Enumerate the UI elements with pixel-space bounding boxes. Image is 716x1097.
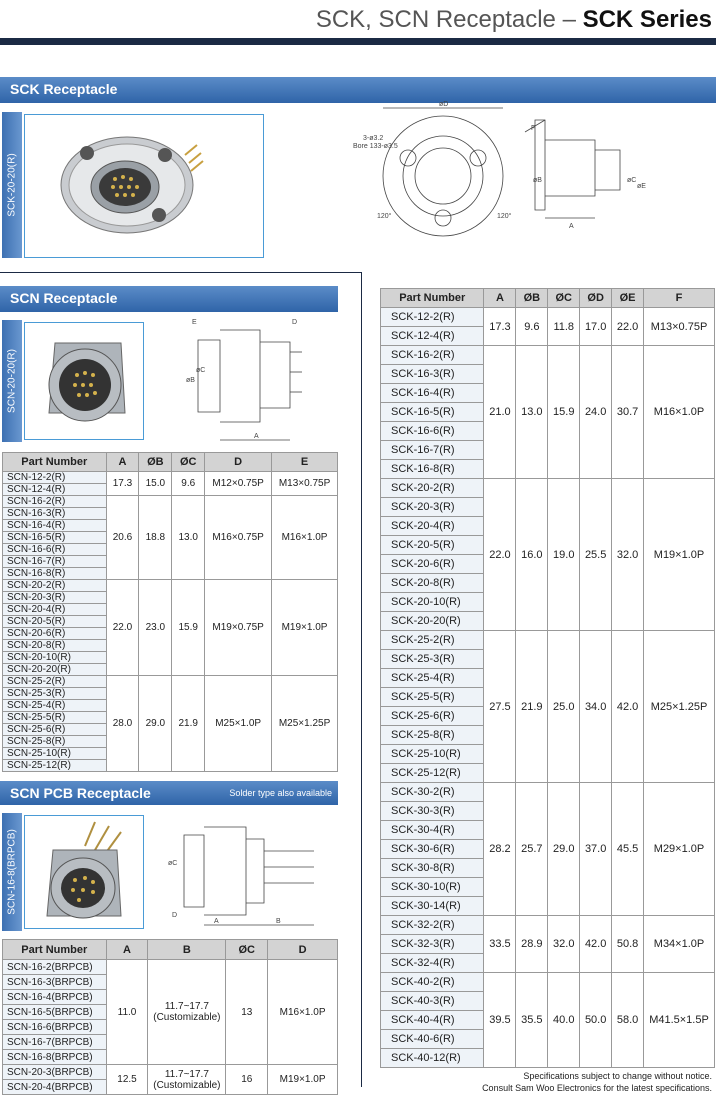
spec-value-cell: 30.7 xyxy=(612,346,644,479)
spec-value-cell: 37.0 xyxy=(580,783,612,916)
spec-value-cell: 22.0 xyxy=(106,580,139,676)
part-number-cell: SCK-30-2(R) xyxy=(381,783,484,802)
pcb-section-title: SCN PCB Receptacle Solder type also available xyxy=(0,781,338,805)
svg-text:B: B xyxy=(276,918,281,925)
part-number-cell: SCN-16-6(R) xyxy=(3,544,107,556)
spec-value-cell: 40.0 xyxy=(548,973,580,1068)
part-number-cell: SCK-30-8(R) xyxy=(381,859,484,878)
part-number-cell: SCK-16-3(R) xyxy=(381,365,484,384)
part-number-cell: SCN-20-4(BRPCB) xyxy=(3,1080,107,1095)
part-number-cell: SCK-40-4(R) xyxy=(381,1011,484,1030)
pcb-spec-table xyxy=(2,939,338,1095)
part-number-cell: SCK-16-8(R) xyxy=(381,460,484,479)
spec-value-cell: 25.0 xyxy=(548,631,580,783)
table-row xyxy=(381,783,715,802)
svg-text:øE: øE xyxy=(637,183,646,190)
scn-spec-table xyxy=(2,452,338,772)
spec-value-cell: 13 xyxy=(226,960,268,1065)
spec-value-cell: M25×1.25P xyxy=(644,631,715,783)
table-row xyxy=(381,479,715,498)
column-header: A xyxy=(106,453,139,472)
table-row xyxy=(381,631,715,650)
scn-photo xyxy=(24,322,144,440)
part-number-cell: SCN-12-2(R) xyxy=(3,472,107,484)
pcb-photo xyxy=(24,815,144,929)
part-number-cell: SCN-25-3(R) xyxy=(3,688,107,700)
spec-value-cell: M25×1.0P xyxy=(205,676,272,772)
frame-divider xyxy=(361,272,362,1087)
column-header: ØC xyxy=(226,940,268,960)
spec-value-cell: 29.0 xyxy=(139,676,172,772)
svg-text:E: E xyxy=(192,319,197,326)
part-number-cell: SCN-16-8(BRPCB) xyxy=(3,1050,107,1065)
svg-text:A: A xyxy=(254,433,259,440)
part-number-cell: SCN-16-6(BRPCB) xyxy=(3,1020,107,1035)
part-number-cell: SCK-20-6(R) xyxy=(381,555,484,574)
spec-value-cell: 20.6 xyxy=(106,496,139,580)
part-number-cell: SCN-16-3(BRPCB) xyxy=(3,975,107,990)
spec-value-cell: 11.7~17.7 (Customizable) xyxy=(148,960,226,1065)
part-number-cell: SCN-20-3(BRPCB) xyxy=(3,1065,107,1080)
part-number-cell: SCN-16-3(R) xyxy=(3,508,107,520)
scn-drawing xyxy=(180,312,330,444)
part-number-cell: SCK-20-10(R) xyxy=(381,593,484,612)
sck-photo-label: SCK-20-20(R) xyxy=(2,112,22,258)
spec-value-cell: 18.8 xyxy=(139,496,172,580)
part-number-cell: SCK-40-3(R) xyxy=(381,992,484,1011)
table-row xyxy=(381,916,715,935)
part-number-cell: SCN-16-4(BRPCB) xyxy=(3,990,107,1005)
svg-text:3-ø3.2: 3-ø3.2 xyxy=(363,135,384,142)
svg-text:øB: øB xyxy=(533,177,542,184)
spec-value-cell: M12×0.75P xyxy=(205,472,272,496)
svg-text:D: D xyxy=(172,912,178,919)
spec-value-cell: 9.6 xyxy=(516,308,548,346)
part-number-cell: SCK-25-3(R) xyxy=(381,650,484,669)
part-number-cell: SCK-40-12(R) xyxy=(381,1049,484,1068)
spec-value-cell: M16×1.0P xyxy=(644,346,715,479)
spec-value-cell: 13.0 xyxy=(172,496,205,580)
part-number-cell: SCN-20-8(R) xyxy=(3,640,107,652)
table-row xyxy=(3,1065,338,1080)
part-number-cell: SCN-20-4(R) xyxy=(3,604,107,616)
spec-value-cell: 42.0 xyxy=(612,631,644,783)
table-row xyxy=(3,496,338,508)
spec-value-cell: 22.0 xyxy=(484,479,516,631)
table-row xyxy=(3,676,338,688)
table-row xyxy=(381,973,715,992)
scn-photo-label: SCN-20-20(R) xyxy=(2,320,22,442)
part-number-cell: SCK-32-2(R) xyxy=(381,916,484,935)
part-number-cell: SCN-20-3(R) xyxy=(3,592,107,604)
spec-value-cell: 16.0 xyxy=(516,479,548,631)
part-number-cell: SCN-25-10(R) xyxy=(3,748,107,760)
spec-value-cell: 17.3 xyxy=(484,308,516,346)
spec-value-cell: 39.5 xyxy=(484,973,516,1068)
part-number-cell: SCN-20-10(R) xyxy=(3,652,107,664)
footer-note-1: Specifications subject to change without notice. xyxy=(523,1071,712,1081)
sck-drawing xyxy=(345,100,715,250)
part-number-cell: SCK-12-2(R) xyxy=(381,308,484,327)
svg-text:A: A xyxy=(569,223,574,230)
part-number-cell: SCN-25-5(R) xyxy=(3,712,107,724)
column-header: ØE xyxy=(612,289,644,308)
column-header: A xyxy=(106,940,148,960)
spec-value-cell: M41.5×1.5P xyxy=(644,973,715,1068)
part-number-cell: SCK-20-5(R) xyxy=(381,536,484,555)
part-number-cell: SCK-16-5(R) xyxy=(381,403,484,422)
svg-text:120°: 120° xyxy=(497,213,512,220)
spec-value-cell: 19.0 xyxy=(548,479,580,631)
spec-value-cell: 21.9 xyxy=(172,676,205,772)
spec-value-cell: 50.8 xyxy=(612,916,644,973)
table-row xyxy=(3,472,338,484)
spec-value-cell: 11.8 xyxy=(548,308,580,346)
spec-value-cell: 15.9 xyxy=(548,346,580,479)
part-number-cell: SCN-25-6(R) xyxy=(3,724,107,736)
part-number-cell: SCK-12-4(R) xyxy=(381,327,484,346)
svg-text:øC: øC xyxy=(168,860,178,867)
part-number-cell: SCN-16-7(BRPCB) xyxy=(3,1035,107,1050)
spec-value-cell: M16×1.0P xyxy=(272,496,338,580)
pcb-note: Solder type also available xyxy=(229,788,332,798)
spec-value-cell: 29.0 xyxy=(548,783,580,916)
spec-value-cell: 17.0 xyxy=(580,308,612,346)
part-number-cell: SCK-30-4(R) xyxy=(381,821,484,840)
part-number-cell: SCK-25-4(R) xyxy=(381,669,484,688)
column-header: E xyxy=(272,453,338,472)
column-header: B xyxy=(148,940,226,960)
spec-value-cell: 34.0 xyxy=(580,631,612,783)
part-number-cell: SCK-20-20(R) xyxy=(381,612,484,631)
column-header: Part Number xyxy=(3,940,107,960)
spec-value-cell: 58.0 xyxy=(612,973,644,1068)
part-number-cell: SCK-30-3(R) xyxy=(381,802,484,821)
column-header: ØC xyxy=(172,453,205,472)
spec-value-cell: 32.0 xyxy=(612,479,644,631)
table-row xyxy=(3,580,338,592)
spec-value-cell: 22.0 xyxy=(612,308,644,346)
spec-value-cell: 45.5 xyxy=(612,783,644,916)
part-number-cell: SCK-16-4(R) xyxy=(381,384,484,403)
frame-rule xyxy=(0,272,362,273)
spec-value-cell: 17.3 xyxy=(106,472,139,496)
svg-text:øC: øC xyxy=(627,177,637,184)
pcb-photo-label: SCN-16-8(BRPCB) xyxy=(2,813,22,931)
column-header: ØB xyxy=(516,289,548,308)
part-number-cell: SCN-16-8(R) xyxy=(3,568,107,580)
part-number-cell: SCN-20-2(R) xyxy=(3,580,107,592)
spec-value-cell: M19×0.75P xyxy=(205,580,272,676)
spec-value-cell: 25.5 xyxy=(580,479,612,631)
spec-value-cell: 9.6 xyxy=(172,472,205,496)
part-number-cell: SCN-16-5(R) xyxy=(3,532,107,544)
svg-text:øD: øD xyxy=(439,101,449,108)
spec-value-cell: 28.9 xyxy=(516,916,548,973)
spec-value-cell: M19×1.0P xyxy=(272,580,338,676)
part-number-cell: SCN-25-12(R) xyxy=(3,760,107,772)
pcb-drawing xyxy=(164,815,334,931)
spec-value-cell: 32.0 xyxy=(548,916,580,973)
spec-value-cell: 15.9 xyxy=(172,580,205,676)
part-number-cell: SCK-20-2(R) xyxy=(381,479,484,498)
part-number-cell: SCK-20-4(R) xyxy=(381,517,484,536)
table-row xyxy=(381,308,715,327)
spec-value-cell: M16×1.0P xyxy=(268,960,338,1065)
column-header: Part Number xyxy=(3,453,107,472)
part-number-cell: SCN-25-8(R) xyxy=(3,736,107,748)
spec-value-cell: M19×1.0P xyxy=(644,479,715,631)
column-header: F xyxy=(644,289,715,308)
spec-value-cell: 28.2 xyxy=(484,783,516,916)
footer-note-2: Consult Sam Woo Electronics for the latest specifications. xyxy=(482,1083,712,1093)
part-number-cell: SCN-20-5(R) xyxy=(3,616,107,628)
sck-spec-table xyxy=(380,288,715,1068)
sck-photo xyxy=(24,114,264,258)
svg-text:D: D xyxy=(292,319,298,326)
svg-text:øC: øC xyxy=(196,367,206,374)
spec-value-cell: 12.5 xyxy=(106,1065,148,1095)
part-number-cell: SCK-30-10(R) xyxy=(381,878,484,897)
spec-value-cell: 21.0 xyxy=(484,346,516,479)
spec-value-cell: 25.7 xyxy=(516,783,548,916)
svg-text:Bore 133-ø3.5: Bore 133-ø3.5 xyxy=(353,143,398,150)
part-number-cell: SCK-20-8(R) xyxy=(381,574,484,593)
column-header: ØB xyxy=(139,453,172,472)
spec-value-cell: 50.0 xyxy=(580,973,612,1068)
part-number-cell: SCN-20-6(R) xyxy=(3,628,107,640)
spec-value-cell: 23.0 xyxy=(139,580,172,676)
svg-text:øB: øB xyxy=(186,377,195,384)
spec-value-cell: 28.0 xyxy=(106,676,139,772)
part-number-cell: SCK-16-2(R) xyxy=(381,346,484,365)
spec-value-cell: 15.0 xyxy=(139,472,172,496)
spec-value-cell: M29×1.0P xyxy=(644,783,715,916)
part-number-cell: SCK-20-3(R) xyxy=(381,498,484,517)
part-number-cell: SCK-25-10(R) xyxy=(381,745,484,764)
part-number-cell: SCK-25-5(R) xyxy=(381,688,484,707)
column-header: D xyxy=(268,940,338,960)
spec-value-cell: 11.0 xyxy=(106,960,148,1065)
spec-value-cell: M13×0.75P xyxy=(272,472,338,496)
spec-value-cell: 21.9 xyxy=(516,631,548,783)
svg-text:120°: 120° xyxy=(377,213,392,220)
part-number-cell: SCK-30-14(R) xyxy=(381,897,484,916)
part-number-cell: SCK-16-7(R) xyxy=(381,441,484,460)
column-header: D xyxy=(205,453,272,472)
spec-value-cell: M34×1.0P xyxy=(644,916,715,973)
part-number-cell: SCK-25-8(R) xyxy=(381,726,484,745)
scn-section-title: SCN Receptacle xyxy=(0,286,338,312)
part-number-cell: SCK-25-12(R) xyxy=(381,764,484,783)
part-number-cell: SCK-25-6(R) xyxy=(381,707,484,726)
part-number-cell: SCK-16-6(R) xyxy=(381,422,484,441)
spec-value-cell: M19×1.0P xyxy=(268,1065,338,1095)
spec-value-cell: 42.0 xyxy=(580,916,612,973)
sck-section-title: SCK Receptacle xyxy=(0,77,716,103)
svg-text:F: F xyxy=(531,125,536,132)
spec-value-cell: 35.5 xyxy=(516,973,548,1068)
header-rule xyxy=(0,38,716,45)
spec-value-cell: 11.7~17.7 (Customizable) xyxy=(148,1065,226,1095)
part-number-cell: SCK-32-3(R) xyxy=(381,935,484,954)
part-number-cell: SCN-16-4(R) xyxy=(3,520,107,532)
part-number-cell: SCN-12-4(R) xyxy=(3,484,107,496)
spec-value-cell: M25×1.25P xyxy=(272,676,338,772)
part-number-cell: SCN-25-2(R) xyxy=(3,676,107,688)
column-header: A xyxy=(484,289,516,308)
part-number-cell: SCK-40-2(R) xyxy=(381,973,484,992)
page-title: SCK, SCN Receptacle – SCK Series xyxy=(315,6,712,33)
spec-value-cell: 24.0 xyxy=(580,346,612,479)
part-number-cell: SCN-16-7(R) xyxy=(3,556,107,568)
spec-value-cell: 33.5 xyxy=(484,916,516,973)
part-number-cell: SCK-30-6(R) xyxy=(381,840,484,859)
part-number-cell: SCN-16-2(R) xyxy=(3,496,107,508)
part-number-cell: SCN-20-20(R) xyxy=(3,664,107,676)
column-header: ØD xyxy=(580,289,612,308)
part-number-cell: SCK-32-4(R) xyxy=(381,954,484,973)
spec-value-cell: 13.0 xyxy=(516,346,548,479)
part-number-cell: SCN-16-2(BRPCB) xyxy=(3,960,107,975)
part-number-cell: SCN-25-4(R) xyxy=(3,700,107,712)
part-number-cell: SCN-16-5(BRPCB) xyxy=(3,1005,107,1020)
table-row xyxy=(381,346,715,365)
spec-value-cell: M16×0.75P xyxy=(205,496,272,580)
svg-text:A: A xyxy=(214,918,219,925)
spec-value-cell: 27.5 xyxy=(484,631,516,783)
part-number-cell: SCK-25-2(R) xyxy=(381,631,484,650)
table-row xyxy=(3,960,338,975)
spec-value-cell: M13×0.75P xyxy=(644,308,715,346)
part-number-cell: SCK-40-6(R) xyxy=(381,1030,484,1049)
spec-value-cell: 16 xyxy=(226,1065,268,1095)
column-header: Part Number xyxy=(381,289,484,308)
column-header: ØC xyxy=(548,289,580,308)
